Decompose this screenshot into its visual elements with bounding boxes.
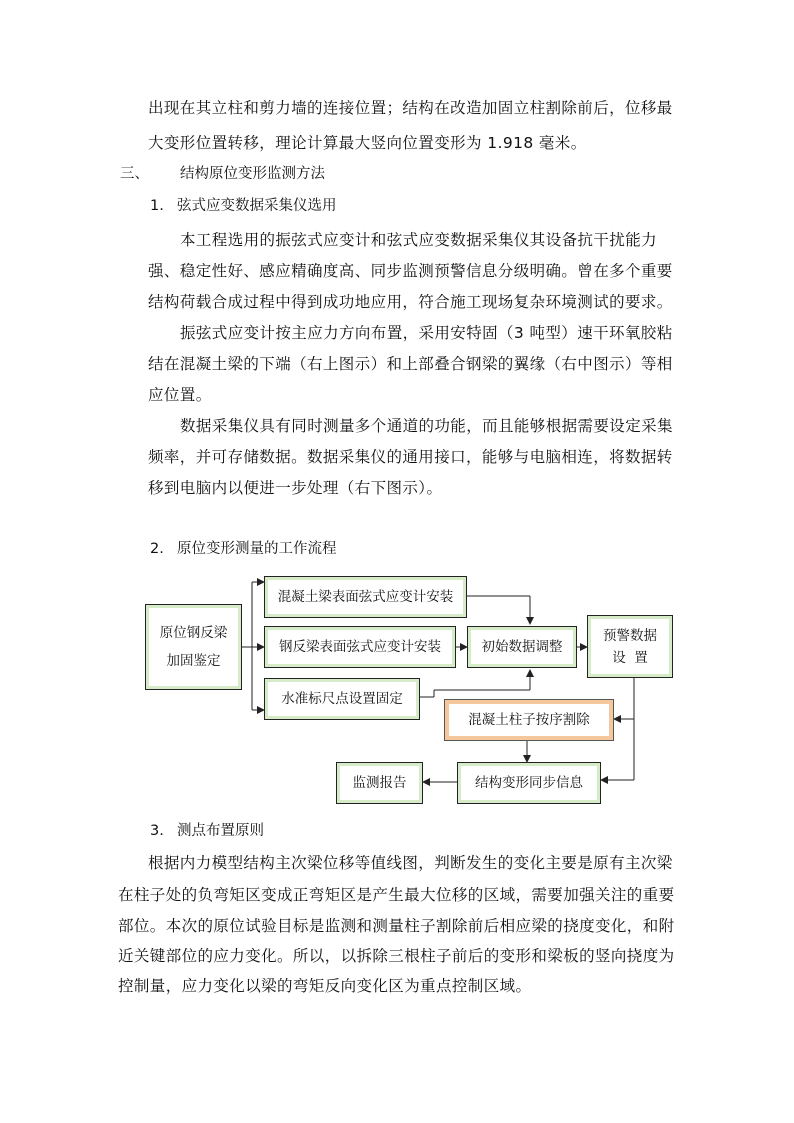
text-line: 大变形位置转移，理论计算最大竖向位置变形为 1.918 毫米。: [148, 134, 587, 152]
flow-box-label: 混凝土梁表面弦式应变计安装: [277, 589, 454, 605]
flow-box-label: 混凝土柱子按序割除: [468, 712, 590, 728]
text-line: 部位。本次的原位试验目标是监测和测量柱子割除前后相应梁的挠度变化，和附: [118, 917, 675, 935]
flow-box-sync-info: [457, 762, 601, 804]
flow-box-label: 设 置: [612, 649, 648, 666]
flow-box-label: 原位钢反梁: [159, 625, 228, 641]
flow-box-step-c: [264, 678, 420, 720]
text-line: 数据采集仪具有同时测量多个通道的功能，而且能够根据需要设定采集: [180, 417, 673, 435]
subsection-number: 1.: [150, 198, 164, 214]
flow-box-adjust: [467, 626, 577, 668]
subsection-title: 弦式应变数据采集仪选用: [177, 198, 337, 214]
text-line: 控制量，应力变化以梁的弯矩反向变化区为重点控制区域。: [118, 977, 532, 995]
flow-box-step-a: [264, 576, 467, 618]
text-line: 近关键部位的应力变化。所以，以拆除三根柱子前后的变形和梁板的竖向挠度为: [118, 947, 675, 965]
flow-box-column-cut: [444, 699, 614, 741]
text-line: 振弦式应变计按主应力方向布置，采用安特固（3 吨型）速干环氧胶粘: [180, 324, 673, 342]
flow-box-start: [145, 604, 242, 690]
flow-box-label: 水准标尺点设置固定: [281, 691, 403, 707]
text-line: 强、稳定性好、感应精确度高、同步监测预警信息分级明确。曾在多个重要: [148, 262, 673, 280]
flow-box-label: 结构变形同步信息: [475, 775, 583, 791]
subsection-number: 3.: [150, 823, 164, 839]
text-line: 在柱子处的负弯矩区变成正弯矩区是产生最大位移的区域，需要加强关注的重要: [118, 886, 675, 904]
text-line: 频率，并可存储数据。数据采集仪的通用接口，能够与电脑相连，将数据转: [148, 448, 673, 466]
flow-box-label: 预警数据: [603, 627, 657, 644]
flow-box-label: 钢反梁表面弦式应变计安装: [279, 639, 441, 655]
text-line: 出现在其立柱和剪力墙的连接位置；结构在改造加固立柱割除前后，位移最: [148, 99, 673, 117]
section-title: 结构原位变形监测方法: [180, 166, 325, 182]
flow-box-label: 初始数据调整: [481, 639, 563, 655]
text-line: 本工程选用的振弦式应变计和弦式应变数据采集仪其设备抗干扰能力: [180, 231, 658, 249]
text-line: 根据内力模型结构主次梁位移等值线图，判断发生的变化主要是原有主次梁: [148, 854, 673, 872]
text-line: 应位置。: [148, 386, 212, 404]
subsection-number: 2.: [150, 541, 164, 557]
flow-box-label: 监测报告: [352, 775, 407, 791]
text-line: 结构荷载合成过程中得到成功地应用，符合施工现场复杂环境测试的要求。: [148, 293, 673, 311]
flow-box-warning: [587, 615, 673, 678]
flow-box-label: 加固鉴定: [166, 653, 221, 669]
subsection-title: 测点布置原则: [177, 823, 264, 839]
flow-box-report: [336, 762, 423, 804]
section-number: 三、: [120, 166, 149, 182]
text-line: 移到电脑内以便进一步处理（右下图示）。: [148, 479, 443, 497]
flow-box-step-b: [264, 626, 456, 668]
subsection-title: 原位变形测量的工作流程: [177, 541, 337, 557]
text-line: 结在混凝土梁的下端（右上图示）和上部叠合钢梁的翼缘（右中图示）等相: [148, 355, 673, 373]
